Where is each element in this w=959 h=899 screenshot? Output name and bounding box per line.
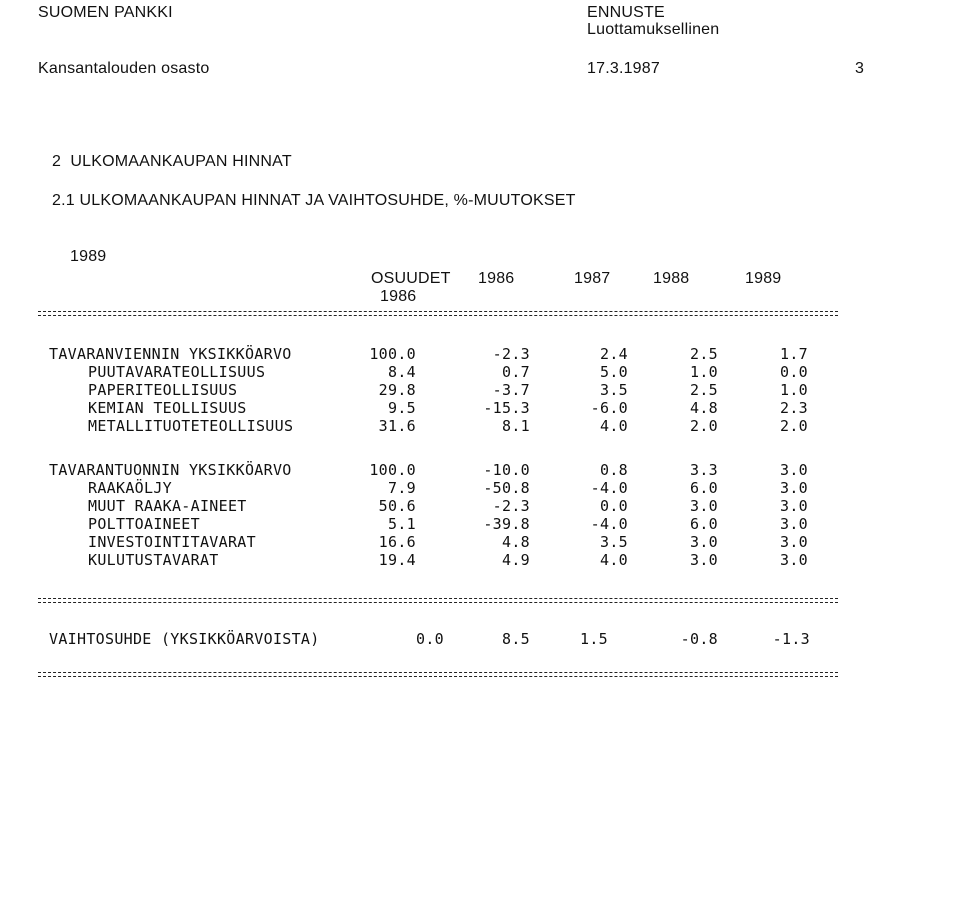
- share-value: 0.0: [416, 630, 444, 648]
- column-header-1987: 1987: [574, 270, 611, 287]
- value-1989: 3.0: [780, 479, 808, 497]
- value-1988: 6.0: [690, 479, 718, 497]
- document-date: 17.3.1987: [587, 60, 660, 77]
- value-1986: 0.7: [502, 363, 530, 381]
- value-1988: 4.8: [690, 399, 718, 417]
- value-1988: 3.0: [690, 533, 718, 551]
- table-row: [0, 345, 959, 363]
- value-1986: -2.3: [492, 497, 530, 515]
- value-1986: 8.1: [502, 417, 530, 435]
- share-value: 5.1: [388, 515, 416, 533]
- value-1989: 1.0: [780, 381, 808, 399]
- value-1989: 1.7: [780, 345, 808, 363]
- share-value: 8.4: [388, 363, 416, 381]
- table-year-label: 1989: [70, 248, 107, 265]
- table-row: [0, 515, 959, 533]
- column-header-1989: 1989: [745, 270, 782, 287]
- terms-of-trade-row: [0, 630, 959, 648]
- value-1987: 3.5: [600, 533, 628, 551]
- page-number: 3: [855, 60, 865, 77]
- row-label: RAAKAÖLJY: [88, 479, 172, 497]
- row-label: VAIHTOSUHDE (YKSIKKÖARVOISTA): [49, 630, 320, 648]
- value-1989: -1.3: [772, 630, 810, 648]
- share-value: 100.0: [369, 345, 416, 363]
- department-name: Kansantalouden osasto: [38, 60, 210, 77]
- value-1987: 0.8: [600, 461, 628, 479]
- value-1986: -10.0: [483, 461, 530, 479]
- value-1988: 3.0: [690, 551, 718, 569]
- value-1987: -4.0: [590, 515, 628, 533]
- value-1986: -39.8: [483, 515, 530, 533]
- share-value: 9.5: [388, 399, 416, 417]
- value-1988: 2.0: [690, 417, 718, 435]
- row-label: TAVARANVIENNIN YKSIKKÖARVO: [49, 345, 292, 363]
- table-row: [0, 381, 959, 399]
- value-1989: 3.0: [780, 515, 808, 533]
- column-header-1986: 1986: [478, 270, 515, 287]
- value-1988: 3.0: [690, 497, 718, 515]
- organization-name: SUOMEN PANKKI: [38, 4, 173, 21]
- row-label: PAPERITEOLLISUUS: [88, 381, 238, 399]
- value-1989: 2.0: [780, 417, 808, 435]
- share-value: 100.0: [369, 461, 416, 479]
- section-subheading: 2.1 ULKOMAANKAUPAN HINNAT JA VAIHTOSUHDE, %-MUUTOKSET: [52, 192, 576, 209]
- table-row: [0, 551, 959, 569]
- value-1989: 3.0: [780, 533, 808, 551]
- value-1988: 6.0: [690, 515, 718, 533]
- value-1987: 2.4: [600, 345, 628, 363]
- value-1988: -0.8: [680, 630, 718, 648]
- row-label: PUUTAVARATEOLLISUUS: [88, 363, 266, 381]
- share-value: 29.8: [378, 381, 416, 399]
- column-header-1988: 1988: [653, 270, 690, 287]
- row-label: KEMIAN TEOLLISUUS: [88, 399, 247, 417]
- share-value: 16.6: [378, 533, 416, 551]
- row-label: TAVARANTUONNIN YKSIKKÖARVO: [49, 461, 292, 479]
- value-1987: 4.0: [600, 417, 628, 435]
- value-1988: 2.5: [690, 381, 718, 399]
- classification-label: Luottamuksellinen: [587, 21, 720, 38]
- row-label: KULUTUSTAVARAT: [88, 551, 219, 569]
- value-1989: 3.0: [780, 461, 808, 479]
- value-1987: -4.0: [590, 479, 628, 497]
- double-rule-top: [38, 311, 838, 316]
- row-label: INVESTOINTITAVARAT: [88, 533, 256, 551]
- value-1986: 4.8: [502, 533, 530, 551]
- value-1988: 1.0: [690, 363, 718, 381]
- value-1989: 2.3: [780, 399, 808, 417]
- table-row: [0, 399, 959, 417]
- share-value: 7.9: [388, 479, 416, 497]
- value-1987: 1.5: [580, 630, 608, 648]
- value-1986: -50.8: [483, 479, 530, 497]
- value-1987: 5.0: [600, 363, 628, 381]
- share-value: 31.6: [378, 417, 416, 435]
- table-row: [0, 363, 959, 381]
- value-1986: 8.5: [502, 630, 530, 648]
- row-label: MUUT RAAKA-AINEET: [88, 497, 247, 515]
- value-1988: 2.5: [690, 345, 718, 363]
- value-1989: 3.0: [780, 551, 808, 569]
- value-1986: 4.9: [502, 551, 530, 569]
- value-1986: -2.3: [492, 345, 530, 363]
- document-type: ENNUSTE: [587, 4, 665, 21]
- value-1987: 3.5: [600, 381, 628, 399]
- double-rule-middle: [38, 598, 838, 603]
- column-header-share: OSUUDET: [371, 270, 451, 287]
- value-1987: 4.0: [600, 551, 628, 569]
- share-value: 50.6: [378, 497, 416, 515]
- table-row: [0, 533, 959, 551]
- value-1986: -3.7: [492, 381, 530, 399]
- row-label: METALLITUOTETEOLLISUUS: [88, 417, 294, 435]
- value-1988: 3.3: [690, 461, 718, 479]
- table-row: [0, 461, 959, 479]
- row-label: POLTTOAINEET: [88, 515, 200, 533]
- value-1987: 0.0: [600, 497, 628, 515]
- table-row: [0, 497, 959, 515]
- section-heading: 2 ULKOMAANKAUPAN HINNAT: [52, 153, 292, 170]
- double-rule-bottom: [38, 672, 838, 677]
- column-header-share-year: 1986: [380, 288, 417, 305]
- value-1986: -15.3: [483, 399, 530, 417]
- share-value: 19.4: [378, 551, 416, 569]
- table-row: [0, 417, 959, 435]
- value-1989: 3.0: [780, 497, 808, 515]
- value-1989: 0.0: [780, 363, 808, 381]
- value-1987: -6.0: [590, 399, 628, 417]
- table-row: [0, 479, 959, 497]
